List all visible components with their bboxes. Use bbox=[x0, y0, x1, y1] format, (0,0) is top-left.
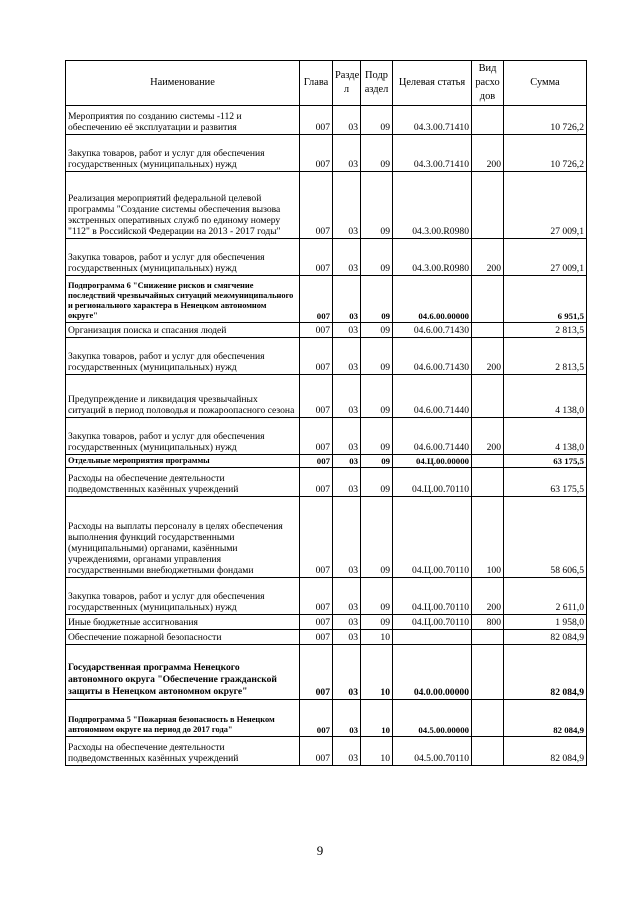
row-razdel: 03 bbox=[333, 700, 361, 737]
row-target: 04.Ц.00.70110 bbox=[393, 615, 472, 630]
row-podrazdel: 09 bbox=[361, 135, 393, 172]
row-podrazdel: 09 bbox=[361, 172, 393, 239]
row-name: Государственная программа Ненецкого автономного округа "Обеспечение гражданской защиты в Ненецком автономном округе" bbox=[66, 645, 300, 700]
row-target: 04.Ц.00.00000 bbox=[393, 455, 472, 468]
row-vid: 200 bbox=[472, 135, 504, 172]
row-podrazdel: 09 bbox=[361, 418, 393, 455]
row-target: 04.Ц.00.70110 bbox=[393, 497, 472, 578]
table-row bbox=[66, 338, 587, 375]
header-glava: Глава bbox=[300, 61, 333, 106]
row-sum: 63 175,5 bbox=[504, 468, 587, 497]
row-target: 04.6.00.71430 bbox=[393, 338, 472, 375]
table-row bbox=[66, 497, 587, 578]
header-razdel: Разде л bbox=[333, 61, 361, 106]
table-row bbox=[66, 468, 587, 497]
row-vid bbox=[472, 323, 504, 338]
row-target: 04.3.00.R0980 bbox=[393, 172, 472, 239]
row-sum: 10 726,2 bbox=[504, 106, 587, 135]
table-row bbox=[66, 172, 587, 239]
row-sum: 27 009,1 bbox=[504, 172, 587, 239]
row-glava: 007 bbox=[300, 645, 333, 700]
row-sum: 4 138,0 bbox=[504, 375, 587, 418]
table-row bbox=[66, 135, 587, 172]
row-podrazdel: 09 bbox=[361, 578, 393, 615]
row-podrazdel: 09 bbox=[361, 323, 393, 338]
row-sum: 27 009,1 bbox=[504, 239, 587, 276]
row-podrazdel: 10 bbox=[361, 700, 393, 737]
row-target: 04.3.00.R0980 bbox=[393, 239, 472, 276]
row-razdel: 03 bbox=[333, 615, 361, 630]
row-target: 04.5.00.00000 bbox=[393, 700, 472, 737]
row-razdel: 03 bbox=[333, 239, 361, 276]
row-vid bbox=[472, 700, 504, 737]
row-target: 04.3.00.71410 bbox=[393, 135, 472, 172]
row-podrazdel: 09 bbox=[361, 239, 393, 276]
row-target: 04.5.00.70110 bbox=[393, 737, 472, 766]
row-podrazdel: 09 bbox=[361, 338, 393, 375]
row-sum: 82 084,9 bbox=[504, 700, 587, 737]
table-header-row bbox=[66, 61, 587, 106]
row-glava: 007 bbox=[300, 338, 333, 375]
row-sum: 2 813,5 bbox=[504, 323, 587, 338]
row-target: 04.6.00.71440 bbox=[393, 375, 472, 418]
row-glava: 007 bbox=[300, 375, 333, 418]
row-vid bbox=[472, 630, 504, 645]
row-razdel: 03 bbox=[333, 135, 361, 172]
table-row-subprogram bbox=[66, 700, 587, 737]
row-podrazdel: 10 bbox=[361, 737, 393, 766]
row-glava: 007 bbox=[300, 239, 333, 276]
row-razdel: 03 bbox=[333, 338, 361, 375]
header-target: Целевая статья bbox=[393, 61, 472, 106]
row-target: 04.0.00.00000 bbox=[393, 645, 472, 700]
row-sum: 63 175,5 bbox=[504, 455, 587, 468]
row-podrazdel: 09 bbox=[361, 106, 393, 135]
table-row bbox=[66, 615, 587, 630]
header-name: Наименование bbox=[66, 61, 300, 106]
page-number: 9 bbox=[316, 843, 324, 858]
row-sum: 2 611,0 bbox=[504, 578, 587, 615]
table-row bbox=[66, 737, 587, 766]
row-podrazdel: 09 bbox=[361, 455, 393, 468]
row-name: Расходы на обеспечение деятельности подведомственных казённых учреждений bbox=[66, 737, 300, 766]
row-target bbox=[393, 630, 472, 645]
row-podrazdel: 10 bbox=[361, 630, 393, 645]
row-glava: 007 bbox=[300, 737, 333, 766]
budget-table bbox=[65, 60, 587, 766]
row-name: Закупка товаров, работ и услуг для обеспечения государственных (муниципальных) нужд bbox=[66, 239, 300, 276]
row-name: Закупка товаров, работ и услуг для обеспечения государственных (муниципальных) нужд bbox=[66, 578, 300, 615]
table-row-section bbox=[66, 455, 587, 468]
row-name: Закупка товаров, работ и услуг для обеспечения государственных (муниципальных) нужд bbox=[66, 418, 300, 455]
row-vid: 200 bbox=[472, 578, 504, 615]
row-vid bbox=[472, 172, 504, 239]
row-razdel: 03 bbox=[333, 737, 361, 766]
header-sum: Сумма bbox=[504, 61, 587, 106]
row-razdel: 03 bbox=[333, 375, 361, 418]
row-sum: 2 813,5 bbox=[504, 338, 587, 375]
table-row bbox=[66, 375, 587, 418]
row-vid: 200 bbox=[472, 338, 504, 375]
row-vid bbox=[472, 645, 504, 700]
row-podrazdel: 09 bbox=[361, 615, 393, 630]
header-podrazdel: Подр аздел bbox=[361, 61, 393, 106]
row-vid bbox=[472, 375, 504, 418]
row-sum: 82 084,9 bbox=[504, 645, 587, 700]
table-row bbox=[66, 106, 587, 135]
row-name: Расходы на обеспечение деятельности подведомственных казённых учреждений bbox=[66, 468, 300, 497]
row-glava: 007 bbox=[300, 497, 333, 578]
row-razdel: 03 bbox=[333, 172, 361, 239]
row-name: Обеспечение пожарной безопасности bbox=[66, 630, 300, 645]
row-target: 04.Ц.00.70110 bbox=[393, 468, 472, 497]
row-target: 04.6.00.00000 bbox=[393, 276, 472, 323]
row-podrazdel: 09 bbox=[361, 276, 393, 323]
row-vid bbox=[472, 455, 504, 468]
row-podrazdel: 09 bbox=[361, 468, 393, 497]
row-glava: 007 bbox=[300, 468, 333, 497]
row-vid: 200 bbox=[472, 418, 504, 455]
row-razdel: 03 bbox=[333, 418, 361, 455]
row-glava: 007 bbox=[300, 700, 333, 737]
row-glava: 007 bbox=[300, 615, 333, 630]
row-sum: 82 084,9 bbox=[504, 630, 587, 645]
table-row bbox=[66, 578, 587, 615]
row-target: 04.Ц.00.70110 bbox=[393, 578, 472, 615]
row-name: Иные бюджетные ассигнования bbox=[66, 615, 300, 630]
row-razdel: 03 bbox=[333, 468, 361, 497]
row-name: Подпрограмма 6 "Снижение рисков и смягчение последствий чрезвычайных ситуаций межмуниципального и регионального характера в Ненецком автономном округе" bbox=[66, 276, 300, 323]
row-target: 04.3.00.71410 bbox=[393, 106, 472, 135]
row-sum: 82 084,9 bbox=[504, 737, 587, 766]
row-glava: 007 bbox=[300, 276, 333, 323]
row-podrazdel: 10 bbox=[361, 645, 393, 700]
row-vid: 100 bbox=[472, 497, 504, 578]
row-sum: 10 726,2 bbox=[504, 135, 587, 172]
row-name: Закупка товаров, работ и услуг для обеспечения государственных (муниципальных) нужд bbox=[66, 338, 300, 375]
row-razdel: 03 bbox=[333, 645, 361, 700]
row-name: Подпрограмма 5 "Пожарная безопасность в Ненецком автономном округе на период до 2017 года" bbox=[66, 700, 300, 737]
row-vid bbox=[472, 276, 504, 323]
row-vid bbox=[472, 106, 504, 135]
row-podrazdel: 09 bbox=[361, 497, 393, 578]
row-glava: 007 bbox=[300, 106, 333, 135]
row-name: Отдельные мероприятия программы bbox=[66, 455, 300, 468]
row-razdel: 03 bbox=[333, 276, 361, 323]
row-razdel: 03 bbox=[333, 630, 361, 645]
row-glava: 007 bbox=[300, 455, 333, 468]
row-vid: 800 bbox=[472, 615, 504, 630]
row-vid: 200 bbox=[472, 239, 504, 276]
row-glava: 007 bbox=[300, 323, 333, 338]
row-vid bbox=[472, 468, 504, 497]
row-glava: 007 bbox=[300, 578, 333, 615]
row-razdel: 03 bbox=[333, 578, 361, 615]
row-podrazdel: 09 bbox=[361, 375, 393, 418]
table-row bbox=[66, 630, 587, 645]
table-row bbox=[66, 323, 587, 338]
header-vid: Вид расхо дов bbox=[472, 61, 504, 106]
table-row bbox=[66, 418, 587, 455]
table-row-subprogram bbox=[66, 276, 587, 323]
row-razdel: 03 bbox=[333, 455, 361, 468]
row-sum: 58 606,5 bbox=[504, 497, 587, 578]
table-row bbox=[66, 239, 587, 276]
table-row-program bbox=[66, 645, 587, 700]
row-glava: 007 bbox=[300, 135, 333, 172]
row-target: 04.6.00.71430 bbox=[393, 323, 472, 338]
row-razdel: 03 bbox=[333, 497, 361, 578]
row-name: Мероприятия по созданию системы -112 и обеспечению её эксплуатации и развития bbox=[66, 106, 300, 135]
row-vid bbox=[472, 737, 504, 766]
row-razdel: 03 bbox=[333, 323, 361, 338]
row-name: Расходы на выплаты персоналу в целях обеспечения выполнения функций государственными (муниципальными) органами, казёнными учреждениями, органами управления государственными внебюджетными фондами bbox=[66, 497, 300, 578]
row-target: 04.6.00.71440 bbox=[393, 418, 472, 455]
row-sum: 6 951,5 bbox=[504, 276, 587, 323]
row-name: Предупреждение и ликвидация чрезвычайных ситуаций в период половодья и пожароопасного сезона bbox=[66, 375, 300, 418]
row-glava: 007 bbox=[300, 418, 333, 455]
row-razdel: 03 bbox=[333, 106, 361, 135]
row-glava: 007 bbox=[300, 630, 333, 645]
row-name: Организация поиска и спасания людей bbox=[66, 323, 300, 338]
row-glava: 007 bbox=[300, 172, 333, 239]
row-sum: 4 138,0 bbox=[504, 418, 587, 455]
row-name: Реализация мероприятий федеральной целевой программы "Создание системы обеспечения вызова экстренных оперативных служб по единому номеру "112" в Российской Федерации на 2013 - 2017 годы" bbox=[66, 172, 300, 239]
row-name: Закупка товаров, работ и услуг для обеспечения государственных (муниципальных) нужд bbox=[66, 135, 300, 172]
row-sum: 1 958,0 bbox=[504, 615, 587, 630]
